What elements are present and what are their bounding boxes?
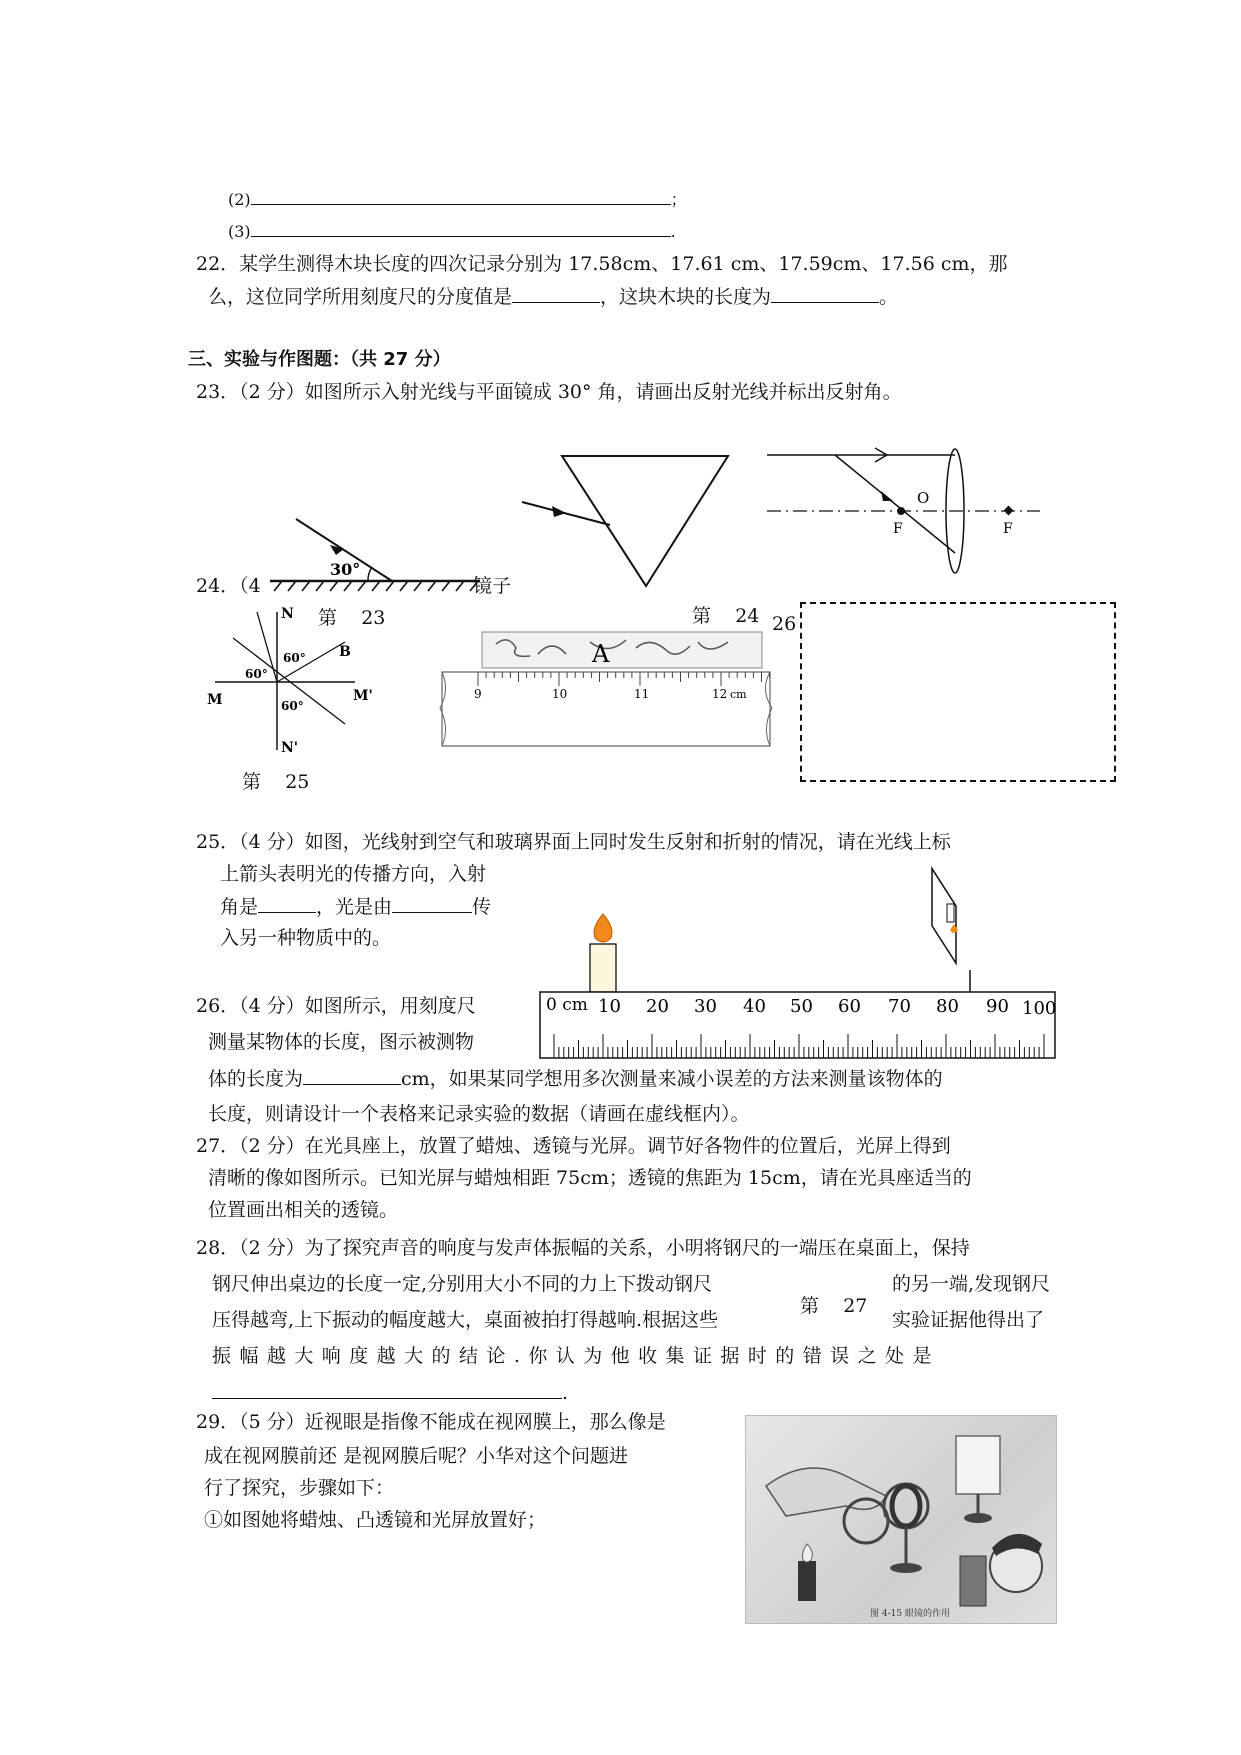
q29-photo-illustration — [746, 1416, 1056, 1623]
bench-mark-90: 90 — [986, 996, 1009, 1017]
q26-blank-length[interactable] — [303, 1066, 401, 1085]
q25-blank-medium[interactable] — [392, 894, 472, 913]
lens-figure — [765, 445, 1045, 585]
ruler24-mark-9: 9 — [474, 687, 482, 701]
bench-mark-80: 80 — [936, 996, 959, 1017]
q25-line4: 入另一种物质中的。 — [220, 927, 392, 949]
caption-fig23: 第 23 — [318, 607, 386, 629]
fig25-m2-label: M' — [353, 688, 373, 704]
section-title: 三、实验与作图题：（共 27 分） — [188, 349, 451, 370]
caption-fig25: 第 25 — [242, 771, 310, 793]
bench-mark-100: 100 — [1022, 998, 1057, 1019]
ruler24-mark-11: 11 — [634, 687, 650, 701]
lens-ray — [835, 455, 955, 553]
q22-blank-division[interactable] — [512, 284, 600, 303]
fig25-refraction — [205, 600, 375, 760]
fig25-n-label: N — [281, 606, 294, 622]
ruler24-unit: cm — [730, 688, 747, 701]
q28-line2b: 的另一端,发现钢尺 — [892, 1273, 1051, 1295]
ruler24-mark-12: 12 — [712, 687, 728, 701]
caption-fig26: 26 — [772, 613, 797, 635]
q25-line2: 上箭头表明光的传播方向，入射 — [220, 863, 487, 885]
q22-line1: 22．某学生测得木块长度的四次记录分别为 17.58cm、17.61 cm、17.59cm、17.56 cm，那 — [196, 253, 1008, 275]
lens-f-left-label: F — [893, 521, 903, 537]
optical-bench-figure — [540, 862, 1060, 1060]
fig25-n2-label: N' — [281, 740, 299, 756]
q23-angle-label: 30° — [330, 560, 361, 579]
q28-line4: 振 幅 越 大 响 度 越 大 的 结 论 . 你 认 为 他 收 集 证 据 时 的 错 误 之 处 是 — [212, 1345, 933, 1367]
arrow-icon — [881, 491, 893, 501]
q28-line3b: 实验证据他得出了 — [892, 1309, 1045, 1331]
q29-photo-caption: 图 4-15 眼镜的作用 — [870, 1609, 950, 1619]
q26-line3: 体的长度为 cm，如果某同学想用多次测量来减小误差的方法来测量该物体的 — [208, 1068, 943, 1090]
q29-line2: 成在视网膜前还 是视网膜后呢？小华对这个问题进 — [204, 1445, 629, 1467]
flame-icon — [594, 914, 612, 942]
q23-text: 23．（2 分）如图所示入射光线与平面镜成 30° 角，请画出反射光线并标出反射角。 — [196, 381, 902, 403]
bench-start-label: 0 cm — [546, 995, 588, 1015]
q26-answer-box[interactable] — [800, 602, 1116, 782]
bench-mark-30: 30 — [694, 996, 717, 1017]
fig25-angle3: 60° — [281, 699, 304, 713]
q21-item2-blank[interactable] — [251, 186, 671, 205]
q28-line1: 28．（2 分）为了探究声音的响度与发声体振幅的关系，小明将钢尺的一端压在桌面上，保持 — [196, 1237, 970, 1259]
q22-line2: 么，这位同学所用刻度尺的分度值是 ，这块木块的长度为 。 — [208, 286, 899, 308]
fig25-angle2: 60° — [283, 651, 306, 665]
arrow-icon — [552, 506, 566, 517]
q23-mirror-label: 镜子 — [473, 575, 512, 597]
bench-mark-70: 70 — [888, 996, 911, 1017]
q28-line5: . — [212, 1380, 568, 1405]
fig24-ruler — [440, 628, 780, 748]
q21-item2: (2) ； — [228, 186, 687, 212]
q21-item3: (3) . — [228, 218, 676, 244]
q26-line1: 26．（4 分）如图所示，用刻度尺 — [196, 995, 476, 1017]
bench-mark-40: 40 — [743, 996, 766, 1017]
q25-blank-angle[interactable] — [258, 894, 316, 913]
ruler24-mark-10: 10 — [552, 687, 568, 701]
fig25-m-label: M — [207, 692, 223, 708]
prism-figure — [520, 450, 730, 600]
q25-line1: 25．（4 分）如图，光线射到空气和玻璃界面上同时发生反射和折射的情况，请在光线上标 — [196, 831, 951, 853]
q24-stub: 24．（4 — [196, 575, 261, 597]
caption-fig24: 第 24 — [692, 605, 760, 627]
q27-line2: 清晰的像如图所示。已知光屏与蜡烛相距 75cm；透镜的焦距为 15cm，请在光具座适当的 — [208, 1167, 972, 1189]
fig25-b-label: B — [339, 644, 351, 660]
q23-mirror-figure — [260, 515, 500, 595]
q29-flame-icon — [803, 1544, 813, 1562]
q27-line1: 27．（2 分）在光具座上，放置了蜡烛、透镜与光屏。调节好各物件的位置后，光屏上得到 — [196, 1135, 951, 1157]
q28-line2a: 钢尺伸出桌边的长度一定,分别用大小不同的力上下拨动钢尺 — [212, 1273, 713, 1295]
lens-o-label: O — [917, 489, 930, 507]
candle — [590, 944, 616, 992]
lens-f-right-label: F — [1003, 521, 1013, 537]
bench-mark-10: 10 — [598, 996, 621, 1017]
q27-line3: 位置画出相关的透镜。 — [208, 1199, 399, 1221]
q22-blank-length[interactable] — [771, 284, 879, 303]
q29-line3: 行了探究，步骤如下： — [204, 1477, 395, 1499]
q26-line4: 长度，则请设计一个表格来记录实验的数据（请画在虚线框内）。 — [208, 1103, 750, 1125]
fig25-angle1: 60° — [245, 667, 268, 681]
bench-mark-50: 50 — [790, 996, 813, 1017]
q29-line1: 29．（5 分）近视眼是指像不能成在视网膜上，那么像是 — [196, 1411, 666, 1433]
bench-mark-60: 60 — [838, 996, 861, 1017]
q28-line3a: 压得越弯,上下振动的幅度越大，桌面被拍打得越响.根据这些 — [212, 1309, 719, 1331]
caption-fig27: 第 27 — [800, 1295, 868, 1317]
q28-blank-error[interactable] — [212, 1380, 562, 1399]
bench-mark-20: 20 — [646, 996, 669, 1017]
q29-photo — [745, 1415, 1057, 1624]
q26-line2: 测量某物体的长度，图示被测物 — [208, 1031, 475, 1053]
fig24-object-label: A — [592, 640, 610, 668]
q25-line3: 角是 ，光是由 传 — [220, 896, 492, 918]
q21-item3-blank[interactable] — [251, 218, 671, 237]
q29-line4: ①如图她将蜡烛、凸透镜和光屏放置好； — [204, 1509, 547, 1531]
prism-incident-ray — [522, 502, 610, 525]
